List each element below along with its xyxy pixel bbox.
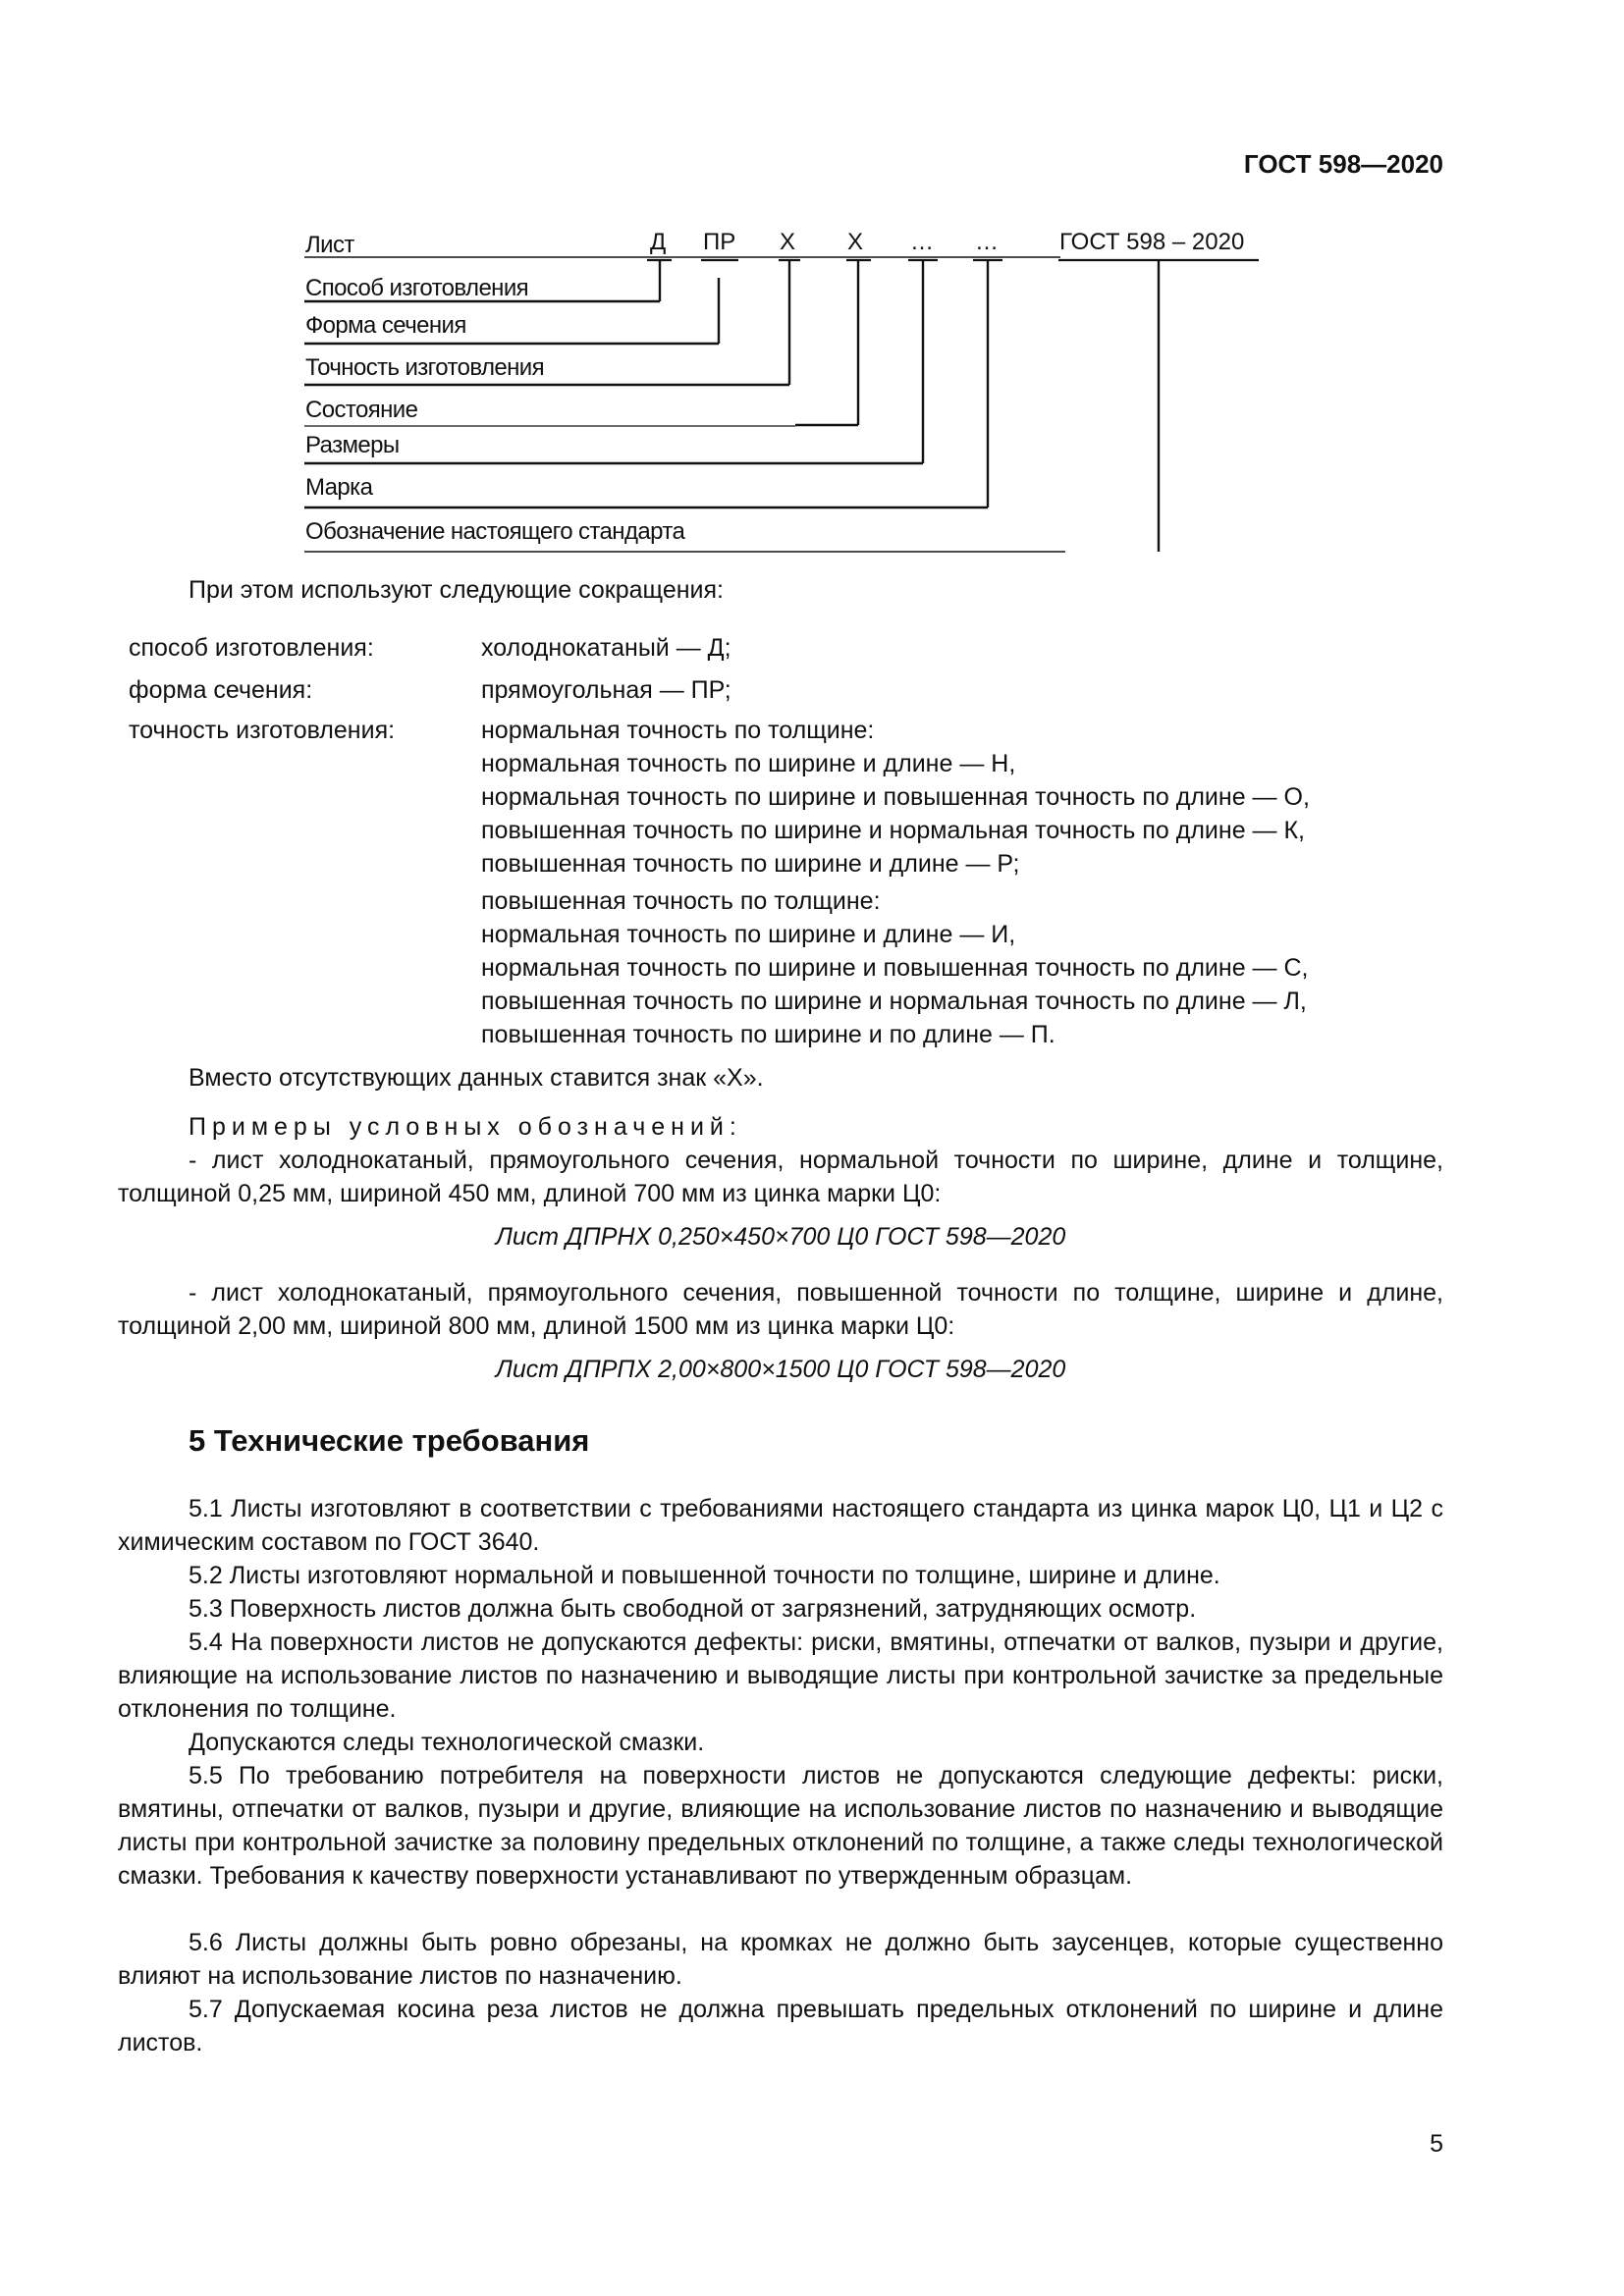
scheme-code-accuracy: Х bbox=[780, 229, 796, 255]
examples-heading: Примеры условных обозначений: bbox=[189, 1113, 742, 1141]
paragraph-5-4: 5.4 На поверхности листов не допускаются дефекты: риски, вмятины, отпечатки от валков, пузыри и другие, влияющие на использование листов по назначению и выводящие листы при контрольной зачистке за предельные отклонения по толщине. bbox=[118, 1629, 1443, 1723]
scheme-code-dimensions: … bbox=[910, 229, 934, 255]
scheme-label-condition: Состояние bbox=[305, 397, 418, 423]
abbr-value-accuracy-line: нормальная точность по толщине: bbox=[481, 717, 875, 744]
scheme-code-method: Д bbox=[650, 229, 667, 255]
abbr-value-accuracy-line: повышенная точность по ширине и нормальная точность по длине — Л, bbox=[481, 988, 1307, 1015]
scheme-label-standard-designation: Обозначение настоящего стандарта bbox=[305, 518, 685, 545]
paragraph-5-3: 5.3 Поверхность листов должна быть свободной от загрязнений, затрудняющих осмотр. bbox=[189, 1595, 1197, 1623]
abbr-value-method: холоднокатаный — Д; bbox=[481, 634, 731, 662]
scheme-code-standard: ГОСТ 598 – 2020 bbox=[1059, 229, 1245, 255]
missing-data-note: Вместо отсутствующих данных ставится знак «Х». bbox=[189, 1064, 764, 1092]
abbr-value-shape: прямоугольная — ПР; bbox=[481, 676, 731, 704]
abbr-term-accuracy: точность изготовления: bbox=[129, 717, 396, 744]
paragraph-5-2: 5.2 Листы изготовляют нормальной и повышенной точности по толщине, ширине и длине. bbox=[189, 1562, 1220, 1589]
scheme-label-grade: Марка bbox=[305, 474, 373, 501]
abbr-term-shape: форма сечения: bbox=[129, 676, 313, 704]
scheme-code-grade: … bbox=[975, 229, 999, 255]
paragraph-5-5: 5.5 По требованию потребителя на поверхности листов не допускаются следующие дефекты: риски, вмятины, отпечатки от валков, пузыри и другие, влияющие на использование листов по назначению и выводящие листы при контрольной зачистке за половину предельных отклонений по толщине, а также следы технологической смазки. Требования к качеству поверхности устанавливают по утвержденным образцам. bbox=[118, 1762, 1443, 1890]
paragraph-5-6: 5.6 Листы должны быть ровно обрезаны, на кромках не должно быть заусенцев, которые существенно влияют на использование листов по назначению. bbox=[118, 1929, 1443, 1990]
abbr-value-accuracy-line: нормальная точность по ширине и длине — И, bbox=[481, 921, 1016, 948]
example-1-description: - лист холоднокатаный, прямоугольного сечения, нормальной точности по ширине, длине и толщине, толщиной 0,25 мм, шириной 450 мм, длиной 700 мм из цинка марки Ц0: bbox=[118, 1147, 1443, 1207]
abbr-value-accuracy-line: нормальная точность по ширине и длине — Н, bbox=[481, 750, 1016, 777]
scheme-label-section-shape: Форма сечения bbox=[305, 312, 466, 339]
scheme-label-sheet: Лист bbox=[305, 232, 354, 258]
page-number: 5 bbox=[1430, 2130, 1443, 2158]
abbr-value-accuracy-line: повышенная точность по ширине и длине — Р; bbox=[481, 850, 1020, 878]
abbr-value-accuracy-line: нормальная точность по ширине и повышенная точность по длине — С, bbox=[481, 954, 1309, 982]
scheme-code-condition: Х bbox=[847, 229, 864, 255]
section-title: 5 Технические требования bbox=[189, 1423, 590, 1458]
abbr-value-accuracy-line: нормальная точность по ширине и повышенная точность по длине — О, bbox=[481, 783, 1310, 811]
scheme-label-method: Способ изготовления bbox=[305, 275, 529, 301]
abbreviations-intro: При этом используют следующие сокращения: bbox=[189, 576, 724, 604]
scheme-label-accuracy: Точность изготовления bbox=[305, 354, 545, 381]
abbr-value-accuracy-line: повышенная точность по толщине: bbox=[481, 887, 881, 915]
example-2-designation: Лист ДПРПХ 2,00×800×1500 Ц0 ГОСТ 598—2020 bbox=[495, 1356, 1066, 1383]
abbr-value-accuracy-line: повышенная точность по ширине и нормальная точность по длине — К, bbox=[481, 817, 1306, 844]
abbr-term-method: способ изготовления: bbox=[129, 634, 374, 662]
example-2-description: - лист холоднокатаный, прямоугольного сечения, повышенной точности по толщине, ширине и длине, толщиной 2,00 мм, шириной 800 мм, длиной 1500 мм из цинка марки Ц0: bbox=[118, 1279, 1443, 1340]
document-id: ГОСТ 598—2020 bbox=[1243, 149, 1443, 179]
paragraph-5-1: 5.1 Листы изготовляют в соответствии с требованиями настоящего стандарта из цинка марок Ц0, Ц1 и Ц2 с химическим составом по ГОСТ 3640. bbox=[118, 1495, 1443, 1556]
paragraph-lubricant-note: Допускаются следы технологической смазки. bbox=[189, 1729, 705, 1756]
abbr-value-accuracy-line: повышенная точность по ширине и по длине — П. bbox=[481, 1021, 1056, 1048]
scheme-code-shape: ПР bbox=[703, 229, 736, 255]
scheme-label-dimensions: Размеры bbox=[305, 432, 400, 458]
paragraph-5-7: 5.7 Допускаемая косина реза листов не должна превышать предельных отклонений по ширине и длине листов. bbox=[118, 1996, 1443, 2056]
example-1-designation: Лист ДПРНХ 0,250×450×700 Ц0 ГОСТ 598—2020 bbox=[495, 1223, 1066, 1251]
